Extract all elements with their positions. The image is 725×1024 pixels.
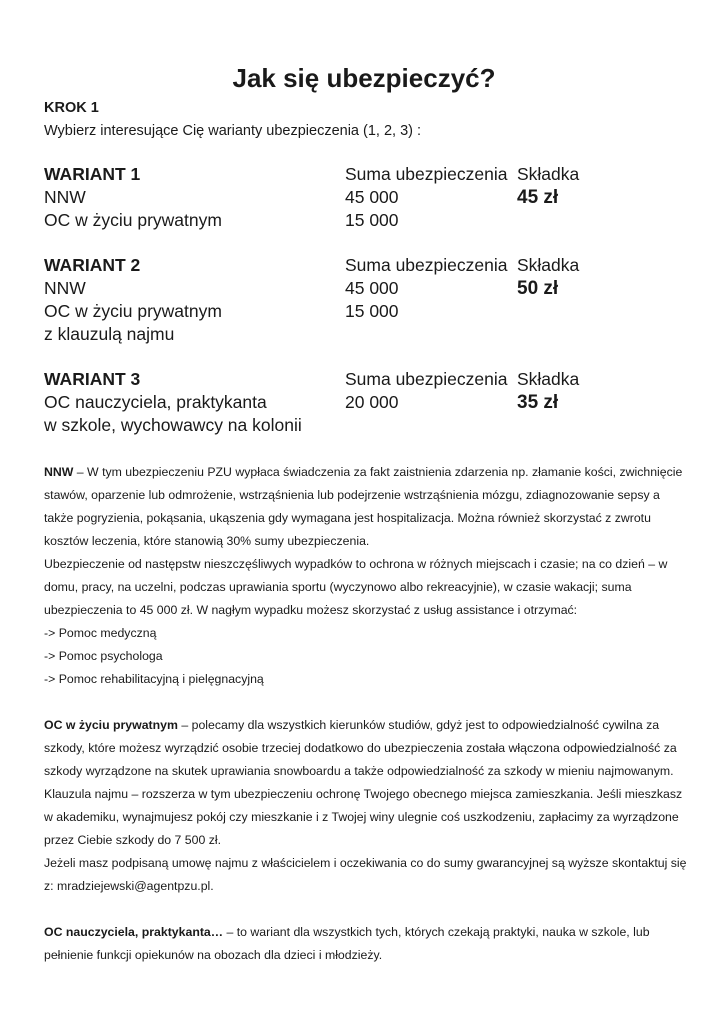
oc-paragraph-2: Klauzula najmu – rozszerza w tym ubezpieczeniu ochronę Twojego obecnego miejsca zamieszkania. Jeśli mieszkasz w akademiku, wynajmujesz pokój czy mieszkanie i z Twojej winy ulegnie coś uszkodzeniu, zapłacimy za wyrządzone przez Ciebie szkody do 7 500 zł. xyxy=(44,787,683,847)
list-item: -> Pomoc rehabilitacyjną i pielęgnacyjną xyxy=(44,672,264,686)
nnw-paragraph xyxy=(44,461,689,553)
oc-paragraph xyxy=(44,714,689,783)
oc-paragraph-3: Jeżeli masz podpisaną umowę najmu z właścicielem i oczekiwania co do sumy gwarancyjnej są wyższe skontaktuj się z: mradziejewski@agentpzu.pl. xyxy=(44,856,687,893)
variant-title: WARIANT 2 xyxy=(44,255,141,275)
fee-value: 45 zł xyxy=(517,187,559,208)
fee-header: Składka xyxy=(517,255,580,275)
teacher-text: – to wariant dla wszystkich tych, których czekają praktyki, nauka w szkole, lub pełnienie funkcji opiekunów na obozach dla dzieci i młodzieży. xyxy=(44,925,650,962)
teacher-paragraph xyxy=(44,921,689,967)
sum-header: Suma ubezpieczenia xyxy=(345,369,508,389)
variant-title: WARIANT 1 xyxy=(44,164,141,184)
spacer xyxy=(44,898,689,921)
sum-header: Suma ubezpieczenia xyxy=(345,255,508,275)
oc-text: – polecamy dla wszystkich kierunków studiów, gdyż jest to odpowiedzialność cywilna za szkody, które możesz wyrządzić osobie trzeciej dodatkowo do ubezpieczenia została włączona odpowiedzialność za szkody wyrządzone na skutek uprawiania snowboardu a także odpowiedzialność za szkody w mieniu najmowanym. xyxy=(44,718,677,778)
variant-2 xyxy=(44,254,684,346)
coverage-sum: 45 000 xyxy=(345,187,399,207)
descriptions xyxy=(44,461,689,967)
list-item: -> Pomoc psychologa xyxy=(44,649,163,663)
fee-value: 35 zł xyxy=(517,392,559,413)
coverage-label: z klauzulą najmu xyxy=(44,324,175,344)
spacer xyxy=(44,691,689,714)
nnw-paragraph-2: Ubezpieczenie od następstw nieszczęśliwych wypadków to ochrona w różnych miejscach i czasie; na co dzień – w domu, pracy, na uczelni, podczas uprawiania sportu (wyczynowo albo rekreacyjnie), w czasie wakacji; suma ubezpieczenia to 45 000 zł. W nagłym wypadku możesz skorzystać z usług assistance i otrzymać: xyxy=(44,557,668,617)
coverage-label: w szkole, wychowawcy na kolonii xyxy=(44,415,302,435)
step-label: KROK 1 xyxy=(44,100,99,116)
fee-header: Składka xyxy=(517,369,580,389)
variant-3 xyxy=(44,368,684,437)
list-item: -> Pomoc medyczną xyxy=(44,626,157,640)
variant-title: WARIANT 3 xyxy=(44,369,141,389)
oc-term: OC w życiu prywatnym xyxy=(44,718,178,732)
coverage-sum: 20 000 xyxy=(345,392,399,412)
nnw-text: – W tym ubezpieczeniu PZU wypłaca świadczenia za fakt zaistnienia zdarzenia np. złamanie kości, zwichnięcie stawów, oparzenie lub odmrożenie, wstrząśnienia lub podejrzenie wstrząśnienia mózgu, zdiagnozowanie sepsy a także pogryzienia, pokąsania, ukąszenia gdy wymagana jest hospitalizacja. Można również skorzystać z zwrotu kosztów leczenia, które stanowią 30% sumy ubezpieczenia. xyxy=(44,465,683,548)
coverage-label: OC w życiu prywatnym xyxy=(44,301,222,321)
page-title: Jak się ubezpieczyć? xyxy=(232,63,496,93)
sum-header: Suma ubezpieczenia xyxy=(345,164,508,184)
fee-header: Składka xyxy=(517,164,580,184)
step-instruction: Wybierz interesujące Cię warianty ubezpieczenia (1, 2, 3) : xyxy=(44,123,422,139)
variant-1 xyxy=(44,163,684,232)
coverage-label: OC nauczyciela, praktykanta xyxy=(44,392,267,412)
coverage-label: NNW xyxy=(44,278,86,298)
coverage-sum: 15 000 xyxy=(345,301,399,321)
teacher-term: OC nauczyciela, praktykanta… xyxy=(44,925,224,939)
coverage-sum: 45 000 xyxy=(345,278,399,298)
nnw-term: NNW xyxy=(44,465,74,479)
coverage-label: OC w życiu prywatnym xyxy=(44,210,222,230)
coverage-sum: 15 000 xyxy=(345,210,399,230)
fee-value: 50 zł xyxy=(517,278,559,299)
coverage-label: NNW xyxy=(44,187,86,207)
